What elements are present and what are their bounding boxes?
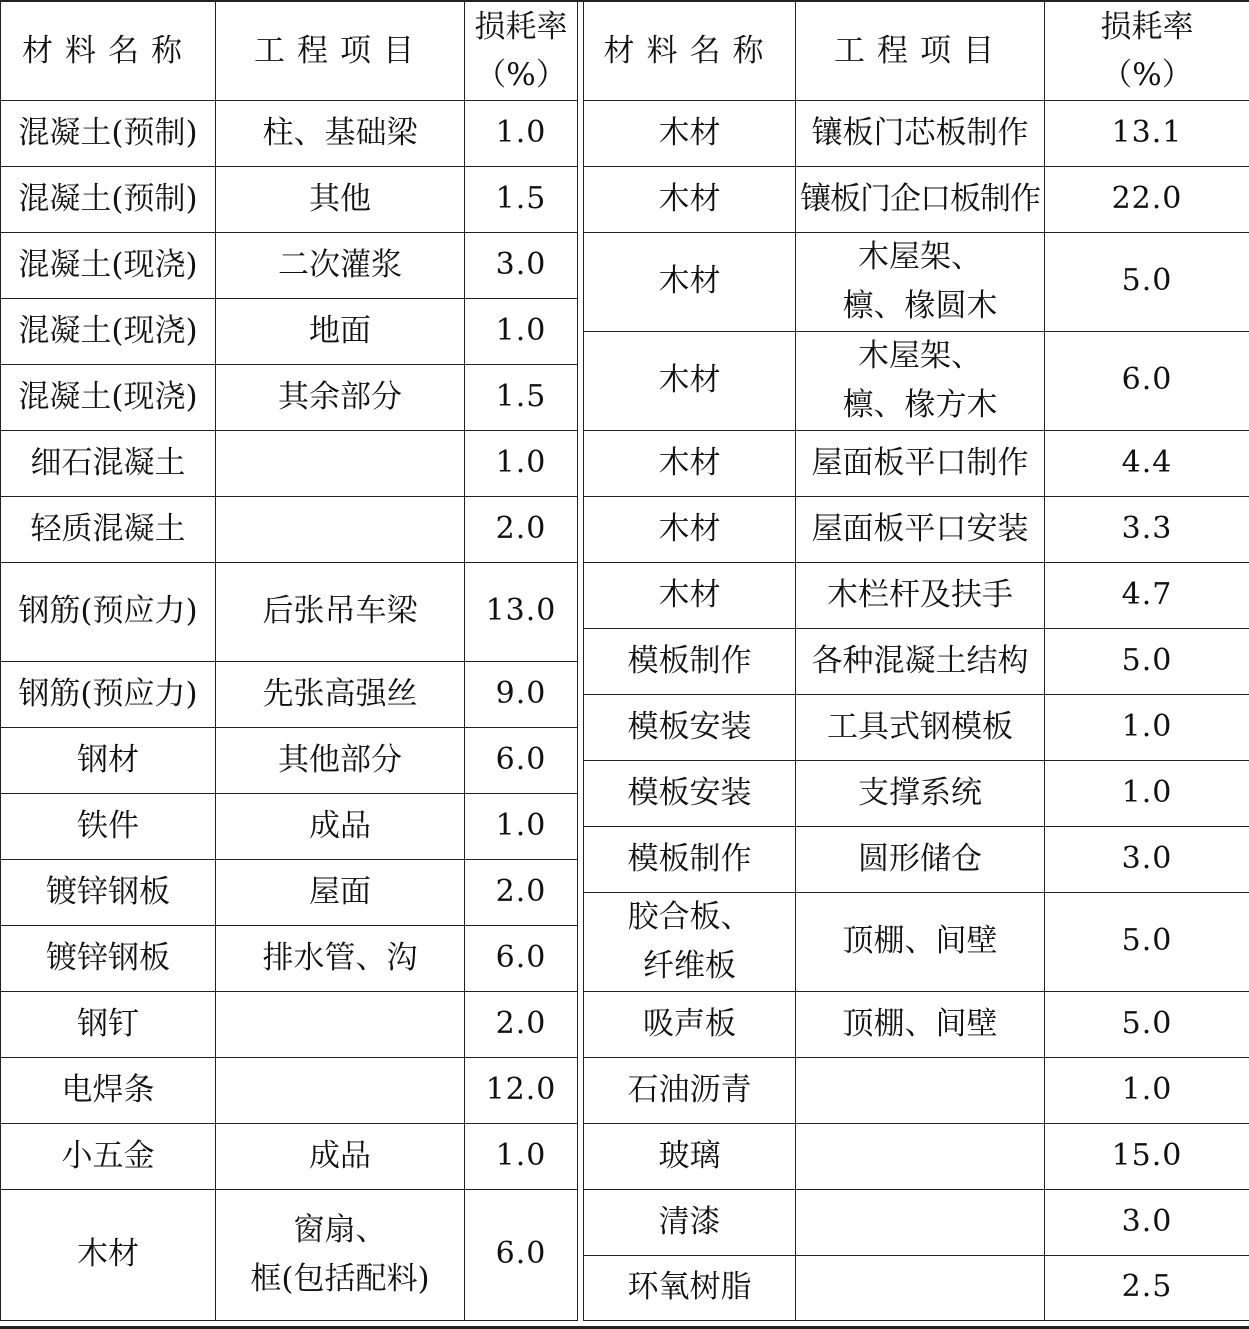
rate-cell: 1.5 — [465, 364, 578, 430]
table-row — [1, 1123, 578, 1189]
material-cell: 小五金 — [1, 1123, 216, 1189]
rate-cell: 5.0 — [1045, 628, 1249, 694]
rate-cell: 2.5 — [1045, 1255, 1249, 1320]
rate-cell: 5.0 — [1045, 232, 1249, 331]
project-cell: 成品 — [216, 793, 465, 859]
table-row — [584, 166, 1249, 232]
table-row — [1, 298, 578, 364]
header-row — [1, 1, 578, 100]
project-cell — [796, 232, 1045, 331]
rate-cell: 3.3 — [1045, 496, 1249, 562]
header-rate-label: 损耗率 — [1100, 8, 1194, 45]
table-row — [584, 430, 1249, 496]
header-material: 材料名称 — [1, 1, 216, 100]
header-rate-label: 损耗率 — [474, 8, 568, 45]
table-row — [584, 628, 1249, 694]
rate-cell: 1.0 — [1045, 760, 1249, 826]
material-cell: 电焊条 — [1, 1057, 216, 1123]
rate-cell: 9.0 — [465, 661, 578, 727]
project-cell: 其他部分 — [216, 727, 465, 793]
table-row — [1, 793, 578, 859]
project-cell — [796, 1123, 1045, 1189]
project-cell: 工具式钢模板 — [796, 694, 1045, 760]
header-row — [584, 1, 1249, 100]
project-cell: 地面 — [216, 298, 465, 364]
rate-cell: 15.0 — [1045, 1123, 1249, 1189]
header-project: 工程项目 — [216, 1, 465, 100]
material-cell: 钢筋(预应力) — [1, 562, 216, 661]
material-cell: 混凝土(预制) — [1, 166, 216, 232]
material-cell: 木材 — [584, 562, 796, 628]
material-cell: 铁件 — [1, 793, 216, 859]
table-row — [1, 1057, 578, 1123]
project-cell — [216, 1057, 465, 1123]
table-row — [584, 232, 1249, 331]
material-cell: 模板安装 — [584, 694, 796, 760]
project-cell — [216, 430, 465, 496]
material-cell: 轻质混凝土 — [1, 496, 216, 562]
rate-cell: 22.0 — [1045, 166, 1249, 232]
rate-cell: 1.0 — [1045, 694, 1249, 760]
project-line-1: 窗扇、 — [293, 1212, 387, 1249]
project-cell — [796, 1255, 1045, 1320]
table-row — [584, 826, 1249, 892]
material-cell: 木材 — [584, 232, 796, 331]
table-row — [584, 694, 1249, 760]
table-row — [584, 760, 1249, 826]
table-row — [1, 496, 578, 562]
table-row — [584, 1057, 1249, 1123]
table-row — [1, 925, 578, 991]
material-cell: 细石混凝土 — [1, 430, 216, 496]
material-cell — [584, 892, 796, 991]
project-cell: 成品 — [216, 1123, 465, 1189]
rate-cell: 4.4 — [1045, 430, 1249, 496]
material-cell: 吸声板 — [584, 991, 796, 1057]
project-cell: 后张吊车梁 — [216, 562, 465, 661]
project-cell — [216, 1189, 465, 1320]
project-cell: 排水管、沟 — [216, 925, 465, 991]
rate-cell: 2.0 — [465, 859, 578, 925]
table-row — [584, 892, 1249, 991]
rate-cell: 13.1 — [1045, 100, 1249, 166]
header-rate-unit: （%） — [475, 56, 567, 93]
material-cell: 木材 — [584, 166, 796, 232]
rate-cell: 6.0 — [465, 1189, 578, 1320]
project-cell: 圆形储仓 — [796, 826, 1045, 892]
material-cell: 混凝土(预制) — [1, 100, 216, 166]
table-row — [584, 562, 1249, 628]
table-row — [584, 496, 1249, 562]
table-row — [1, 430, 578, 496]
project-line-2: 檩、椽方木 — [842, 386, 998, 423]
header-material: 材料名称 — [584, 1, 796, 100]
material-cell: 钢筋(预应力) — [1, 661, 216, 727]
loss-rate-table-left — [0, 0, 578, 1321]
project-cell: 柱、基础梁 — [216, 100, 465, 166]
table-row — [1, 727, 578, 793]
table-row — [584, 1123, 1249, 1189]
material-cell: 模板制作 — [584, 628, 796, 694]
project-cell: 支撑系统 — [796, 760, 1045, 826]
material-cell: 混凝土(现浇) — [1, 232, 216, 298]
project-line-1: 木屋架、 — [858, 338, 982, 375]
material-line-2: 纤维板 — [643, 947, 736, 984]
rate-cell: 1.0 — [465, 1123, 578, 1189]
table-row — [1, 859, 578, 925]
table-row — [1, 562, 578, 661]
header-rate-unit: （%） — [1101, 56, 1193, 93]
header-rate — [465, 1, 578, 100]
material-line-1: 胶合板、 — [627, 899, 752, 936]
rate-cell: 1.0 — [465, 100, 578, 166]
material-cell: 模板安装 — [584, 760, 796, 826]
material-cell: 木材 — [584, 100, 796, 166]
rate-cell: 6.0 — [465, 727, 578, 793]
rate-cell: 6.0 — [1045, 331, 1249, 430]
table-row — [584, 100, 1249, 166]
project-cell — [216, 991, 465, 1057]
material-cell: 石油沥青 — [584, 1057, 796, 1123]
rate-cell: 5.0 — [1045, 892, 1249, 991]
table-row — [1, 100, 578, 166]
project-cell: 镶板门芯板制作 — [796, 100, 1045, 166]
rate-cell: 1.0 — [465, 430, 578, 496]
project-line-2: 檩、椽圆木 — [842, 287, 998, 324]
project-cell — [796, 1057, 1045, 1123]
project-cell — [796, 1189, 1045, 1255]
table-row — [1, 364, 578, 430]
rate-cell: 5.0 — [1045, 991, 1249, 1057]
material-cell: 环氧树脂 — [584, 1255, 796, 1320]
material-cell: 木材 — [584, 496, 796, 562]
rate-cell: 3.0 — [1045, 826, 1249, 892]
rate-cell: 2.0 — [465, 991, 578, 1057]
rate-cell: 1.0 — [1045, 1057, 1249, 1123]
table-row — [1, 661, 578, 727]
header-project: 工程项目 — [796, 1, 1045, 100]
table-row — [584, 991, 1249, 1057]
project-cell: 顶棚、间壁 — [796, 991, 1045, 1057]
table-row — [1, 991, 578, 1057]
project-cell — [796, 331, 1045, 430]
material-cell: 钢钉 — [1, 991, 216, 1057]
material-cell: 混凝土(现浇) — [1, 298, 216, 364]
project-cell: 屋面板平口制作 — [796, 430, 1045, 496]
project-line-2: 框(包括配料) — [250, 1260, 430, 1297]
material-cell: 木材 — [584, 430, 796, 496]
table-row — [584, 331, 1249, 430]
rate-cell: 1.0 — [465, 298, 578, 364]
material-cell: 模板制作 — [584, 826, 796, 892]
project-cell: 各种混凝土结构 — [796, 628, 1045, 694]
material-cell: 钢材 — [1, 727, 216, 793]
rate-cell: 1.5 — [465, 166, 578, 232]
rate-cell: 3.0 — [465, 232, 578, 298]
project-line-1: 木屋架、 — [858, 239, 982, 276]
rate-cell: 3.0 — [1045, 1189, 1249, 1255]
material-cell: 镀锌钢板 — [1, 925, 216, 991]
project-cell: 镶板门企口板制作 — [796, 166, 1045, 232]
material-cell: 玻璃 — [584, 1123, 796, 1189]
project-cell: 木栏杆及扶手 — [796, 562, 1045, 628]
project-cell: 其余部分 — [216, 364, 465, 430]
project-cell: 先张高强丝 — [216, 661, 465, 727]
material-cell: 清漆 — [584, 1189, 796, 1255]
material-cell: 镀锌钢板 — [1, 859, 216, 925]
table-row — [584, 1255, 1249, 1320]
rate-cell: 13.0 — [465, 562, 578, 661]
project-cell: 顶棚、间壁 — [796, 892, 1045, 991]
header-rate — [1045, 1, 1249, 100]
material-cell: 木材 — [1, 1189, 216, 1320]
project-cell: 其他 — [216, 166, 465, 232]
table-row — [1, 166, 578, 232]
table-row — [1, 1189, 578, 1320]
table-row — [584, 1189, 1249, 1255]
rate-cell: 12.0 — [465, 1057, 578, 1123]
material-cell: 混凝土(现浇) — [1, 364, 216, 430]
rate-cell: 6.0 — [465, 925, 578, 991]
rate-cell: 4.7 — [1045, 562, 1249, 628]
material-cell: 木材 — [584, 331, 796, 430]
project-cell: 屋面 — [216, 859, 465, 925]
loss-rate-table-right — [583, 0, 1249, 1321]
project-cell: 屋面板平口安装 — [796, 496, 1045, 562]
rate-cell: 1.0 — [465, 793, 578, 859]
project-cell: 二次灌浆 — [216, 232, 465, 298]
rate-cell: 2.0 — [465, 496, 578, 562]
project-cell — [216, 496, 465, 562]
table-row — [1, 232, 578, 298]
